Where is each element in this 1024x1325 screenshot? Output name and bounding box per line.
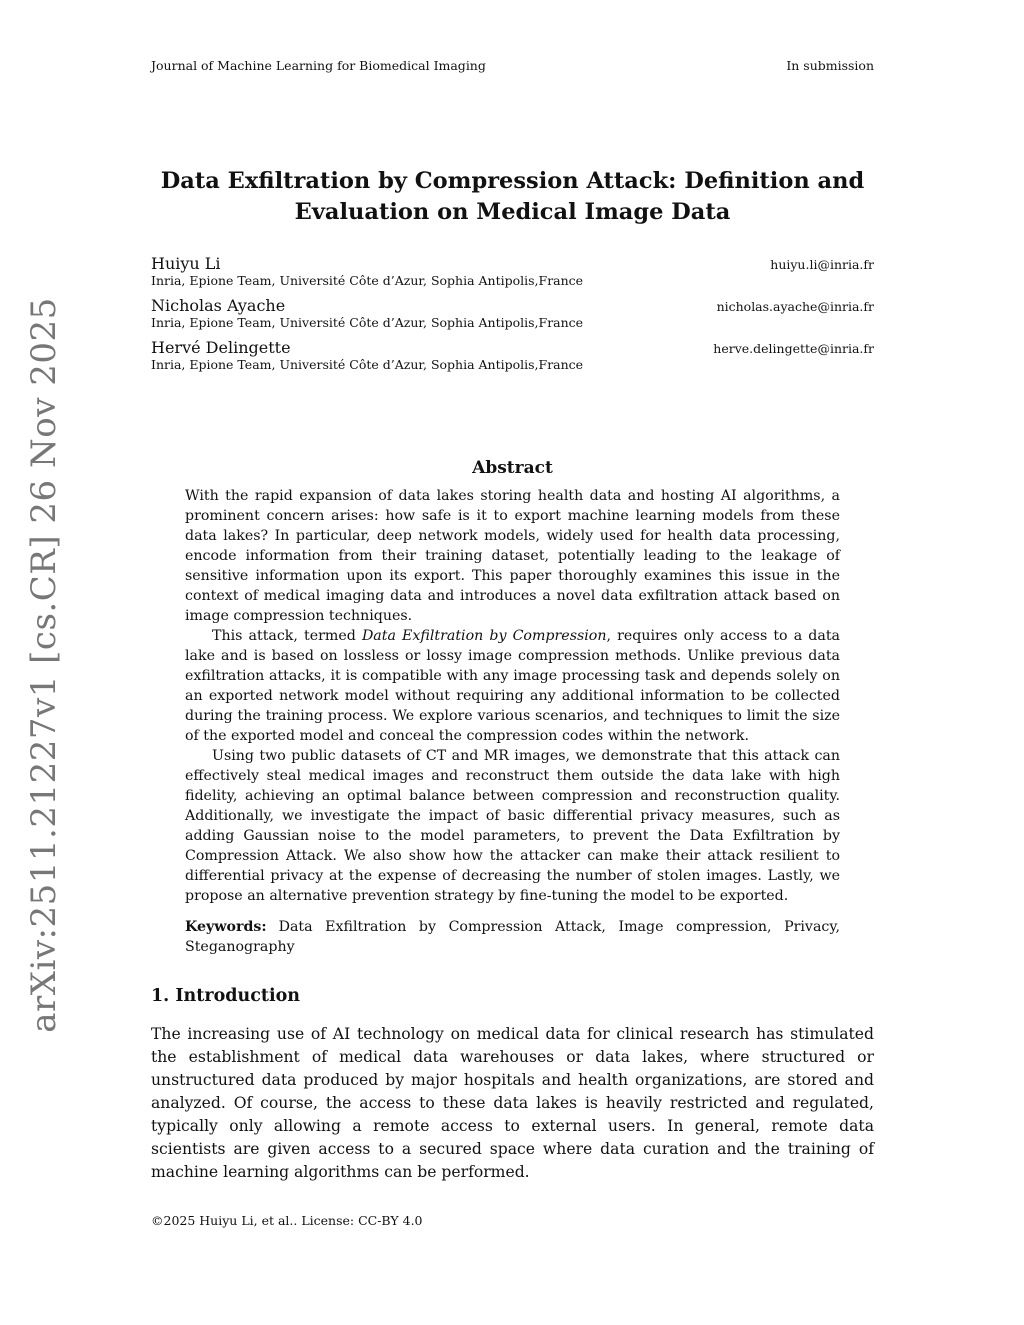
author-affiliation: Inria, Epione Team, Université Côte d’Azur, Sophia Antipolis,France: [151, 273, 584, 288]
introduction-body: [151, 1023, 874, 1184]
keywords-list: Data Exfiltration by Compression Attack, Image compression, Privacy, Steganography: [185, 919, 840, 955]
author-entry: [151, 296, 874, 330]
keywords: [185, 917, 840, 957]
abstract-paragraph: With the rapid expansion of data lakes storing health data and hosting AI algorithms, a prominent concern arises: how safe is it to export machine learning models from these data lakes? In particular, deep network models, widely used for health data processing, encode information from their training dataset, potentially leading to the leakage of sensitive information upon its export. This paper thoroughly examines this issue in the context of medical imaging data and introduces a novel data exfiltration attack based on image compression techniques.: [185, 488, 840, 624]
author-name: Nicholas Ayache: [151, 296, 286, 315]
paper-title: Data Exfiltration by Compression Attack: Definition and Evaluation on Medical Image Data: [160, 168, 865, 225]
arxiv-identifier: [20, 297, 68, 1033]
abstract-paragraph: This attack, termed Data Exfiltration by Compression, requires only access to a data lake and is based on lossless or lossy image compression methods. Unlike previous data exfiltration attacks, it is compatible with any image processing task and depends solely on an exported network model without requiring any additional information to be collected during the training process. We explore various scenarios, and techniques to limit the size of the exported model and conceal the compression codes within the network.: [185, 628, 840, 744]
author-email: nicholas.ayache@inria.fr: [716, 299, 874, 314]
running-header: [151, 58, 874, 73]
author-affiliation: Inria, Epione Team, Université Côte d’Azur, Sophia Antipolis,France: [151, 357, 584, 372]
author-email: herve.delingette@inria.fr: [713, 341, 874, 356]
author-entry: [151, 254, 874, 288]
body-paragraph: The increasing use of AI technology on medical data for clinical research has stimulated the establishment of medical data warehouses or data lakes, where structured or unstructured data produced by major hospitals and health organizations, are stored and analyzed. Of course, the access to these data lakes is heavily restricted and regulated, typically only allowing a remote access to external users. In general, remote data scientists are given access to a secured space where data curation and the training of machine learning algorithms can be performed.: [151, 1025, 874, 1181]
journal-name: Journal of Machine Learning for Biomedical Imaging: [151, 58, 486, 73]
author-name: Huiyu Li: [151, 254, 221, 273]
author-entry: [151, 338, 874, 372]
section-heading-introduction: 1. Introduction: [151, 986, 300, 1006]
abstract-heading: Abstract: [472, 458, 553, 478]
submission-status: In submission: [786, 58, 874, 73]
author-block: [151, 254, 874, 380]
abstract-body: [185, 486, 840, 906]
author-email: huiyu.li@inria.fr: [770, 257, 874, 272]
attack-name-emphasis: Data Exfiltration by Compression: [361, 628, 607, 644]
copyright-footer: ©2025 Huiyu Li, et al.. License: CC-BY 4.0: [151, 1213, 423, 1228]
arxiv-identifier-text: arXiv:2511.21227v1 [cs.CR] 26 Nov 2025: [24, 297, 64, 1033]
abstract-paragraph: Using two public datasets of CT and MR images, we demonstrate that this attack can effectively steal medical images and reconstruct them outside the data lake with high fidelity, achieving an optimal balance between compression and reconstruction quality. Additionally, we investigate the impact of basic differential privacy measures, such as adding Gaussian noise to the model parameters, to prevent the Data Exfiltration by Compression Attack. We also show how the attacker can make their attack resilient to differential privacy at the expense of decreasing the number of stolen images. Lastly, we propose an alternative prevention strategy by fine-tuning the model to be exported.: [185, 748, 840, 904]
author-affiliation: Inria, Epione Team, Université Côte d’Azur, Sophia Antipolis,France: [151, 315, 584, 330]
author-name: Hervé Delingette: [151, 338, 291, 357]
keywords-label: Keywords:: [185, 919, 267, 935]
